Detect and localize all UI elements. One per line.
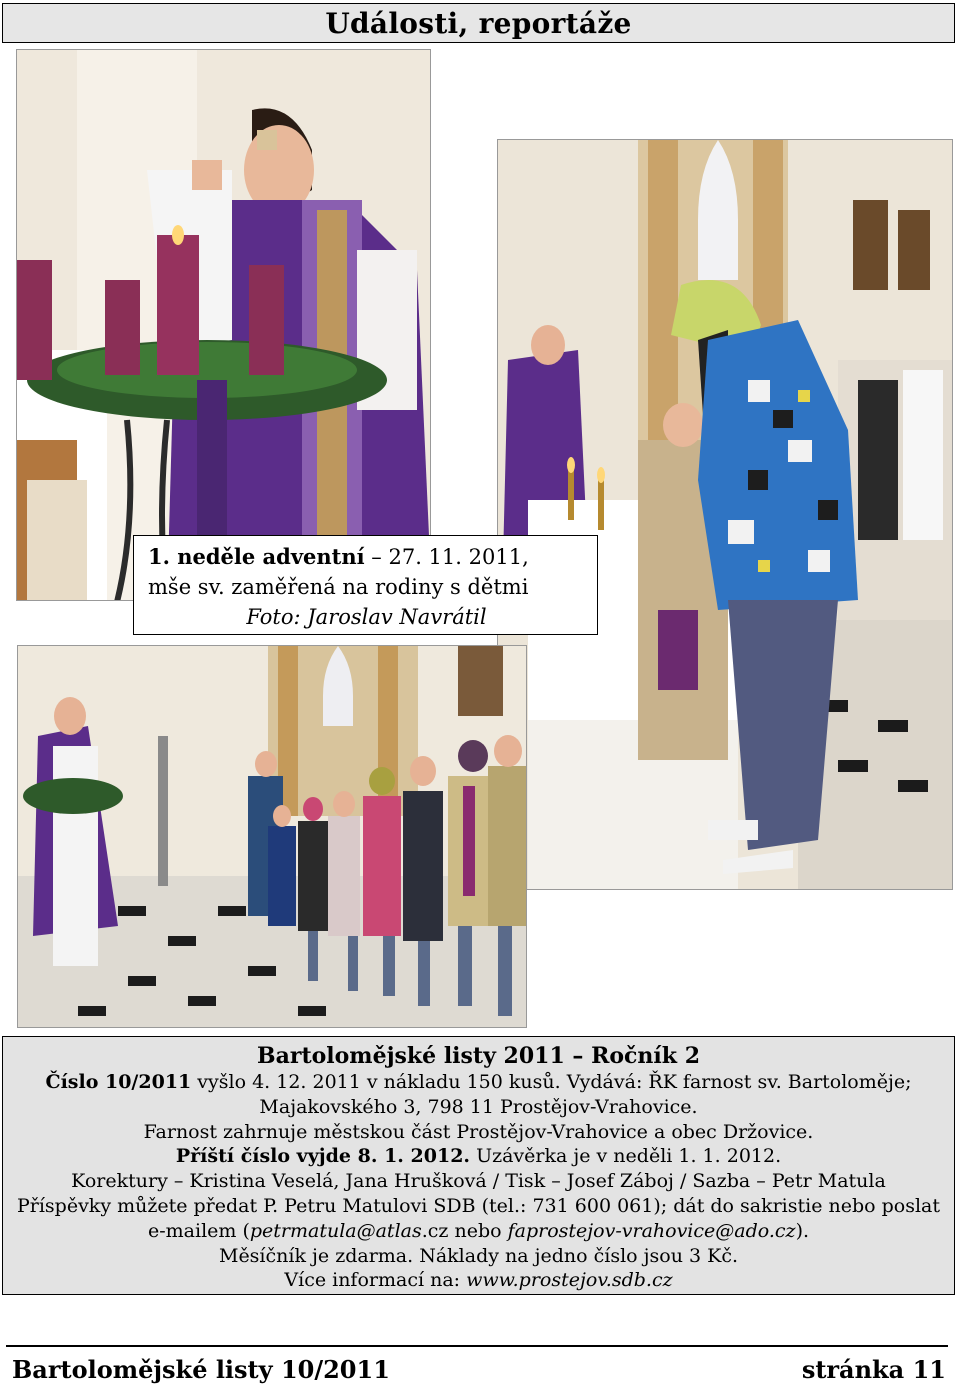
photo-children-in-church-image <box>18 646 527 1028</box>
photo-caption <box>133 535 598 635</box>
photo-child-lighting-candle-image <box>498 140 953 890</box>
info-next-issue-line <box>3 1144 954 1169</box>
publication-info-box <box>2 1036 955 1295</box>
footer-divider <box>6 1345 948 1347</box>
info-issue-details: vyšlo 4. 12. 2011 v nákladu 150 kusů. Vydává: ŘK farnost sv. Bartoloměje; <box>191 1071 912 1093</box>
page-header <box>2 3 955 43</box>
info-contributions: Příspěvky můžete předat P. Petru Matulovi SDB (tel.: 731 600 061); dát do sakristie nebo poslat <box>16 1194 941 1217</box>
caption-line-2: mše sv. zaměřená na rodiny s dětmi <box>148 575 529 599</box>
photo-priest-advent-wreath <box>16 49 431 601</box>
info-parish: Farnost zahrnuje městskou část Prostějov-Vrahovice a obec Držovice. <box>143 1120 814 1143</box>
info-next-issue: Příští číslo vyjde 8. 1. 2012. <box>175 1145 471 1168</box>
email-link-2[interactable]: faprostejov-vrahovice@ado.cz <box>507 1219 796 1242</box>
info-title: Bartolomějské listy 2011 – Ročník 2 <box>257 1043 700 1069</box>
website-link[interactable]: www.prostejov.sdb.cz <box>466 1269 673 1292</box>
info-email-prefix: e-mailem ( <box>147 1219 250 1242</box>
info-email-line <box>3 1219 954 1244</box>
photo-children-in-church <box>17 645 527 1028</box>
footer-page-number: stránka 11 <box>801 1355 946 1384</box>
email-link-1[interactable]: petrmatula@atlas <box>249 1219 422 1242</box>
photo-priest-advent-wreath-image <box>17 50 431 601</box>
info-address: Majakovského 3, 798 11 Prostějov-Vrahovice. <box>259 1095 698 1118</box>
info-free-note: Měsíčník je zdarma. Náklady na jedno číslo jsou 3 Kč. <box>218 1244 739 1267</box>
photo-child-lighting-candle <box>497 139 953 890</box>
info-email-mid: .cz nebo <box>421 1219 508 1242</box>
info-more-prefix: Více informací na: <box>284 1269 467 1292</box>
info-more-line <box>3 1268 954 1293</box>
caption-line-1 <box>148 542 585 572</box>
caption-date: – 27. 11. 2011, <box>364 545 529 569</box>
info-email-suffix: ). <box>795 1219 810 1242</box>
info-issue-number: Číslo 10/2011 <box>45 1071 192 1093</box>
footer-publication-name: Bartolomějské listy 10/2011 <box>12 1355 390 1384</box>
info-deadline: Uzávěrka je v neděli 1. 1. 2012. <box>470 1145 782 1168</box>
info-issue-line <box>3 1070 954 1095</box>
caption-date-heading: 1. neděle adventní <box>148 544 365 569</box>
page-title: Události, reportáže <box>325 6 632 40</box>
info-credits: Korektury – Kristina Veselá, Jana Hrušková / Tisk – Josef Záboj / Sazba – Petr Matula <box>71 1170 886 1193</box>
caption-photo-credit: Foto: Jaroslav Navrátil <box>246 605 487 629</box>
